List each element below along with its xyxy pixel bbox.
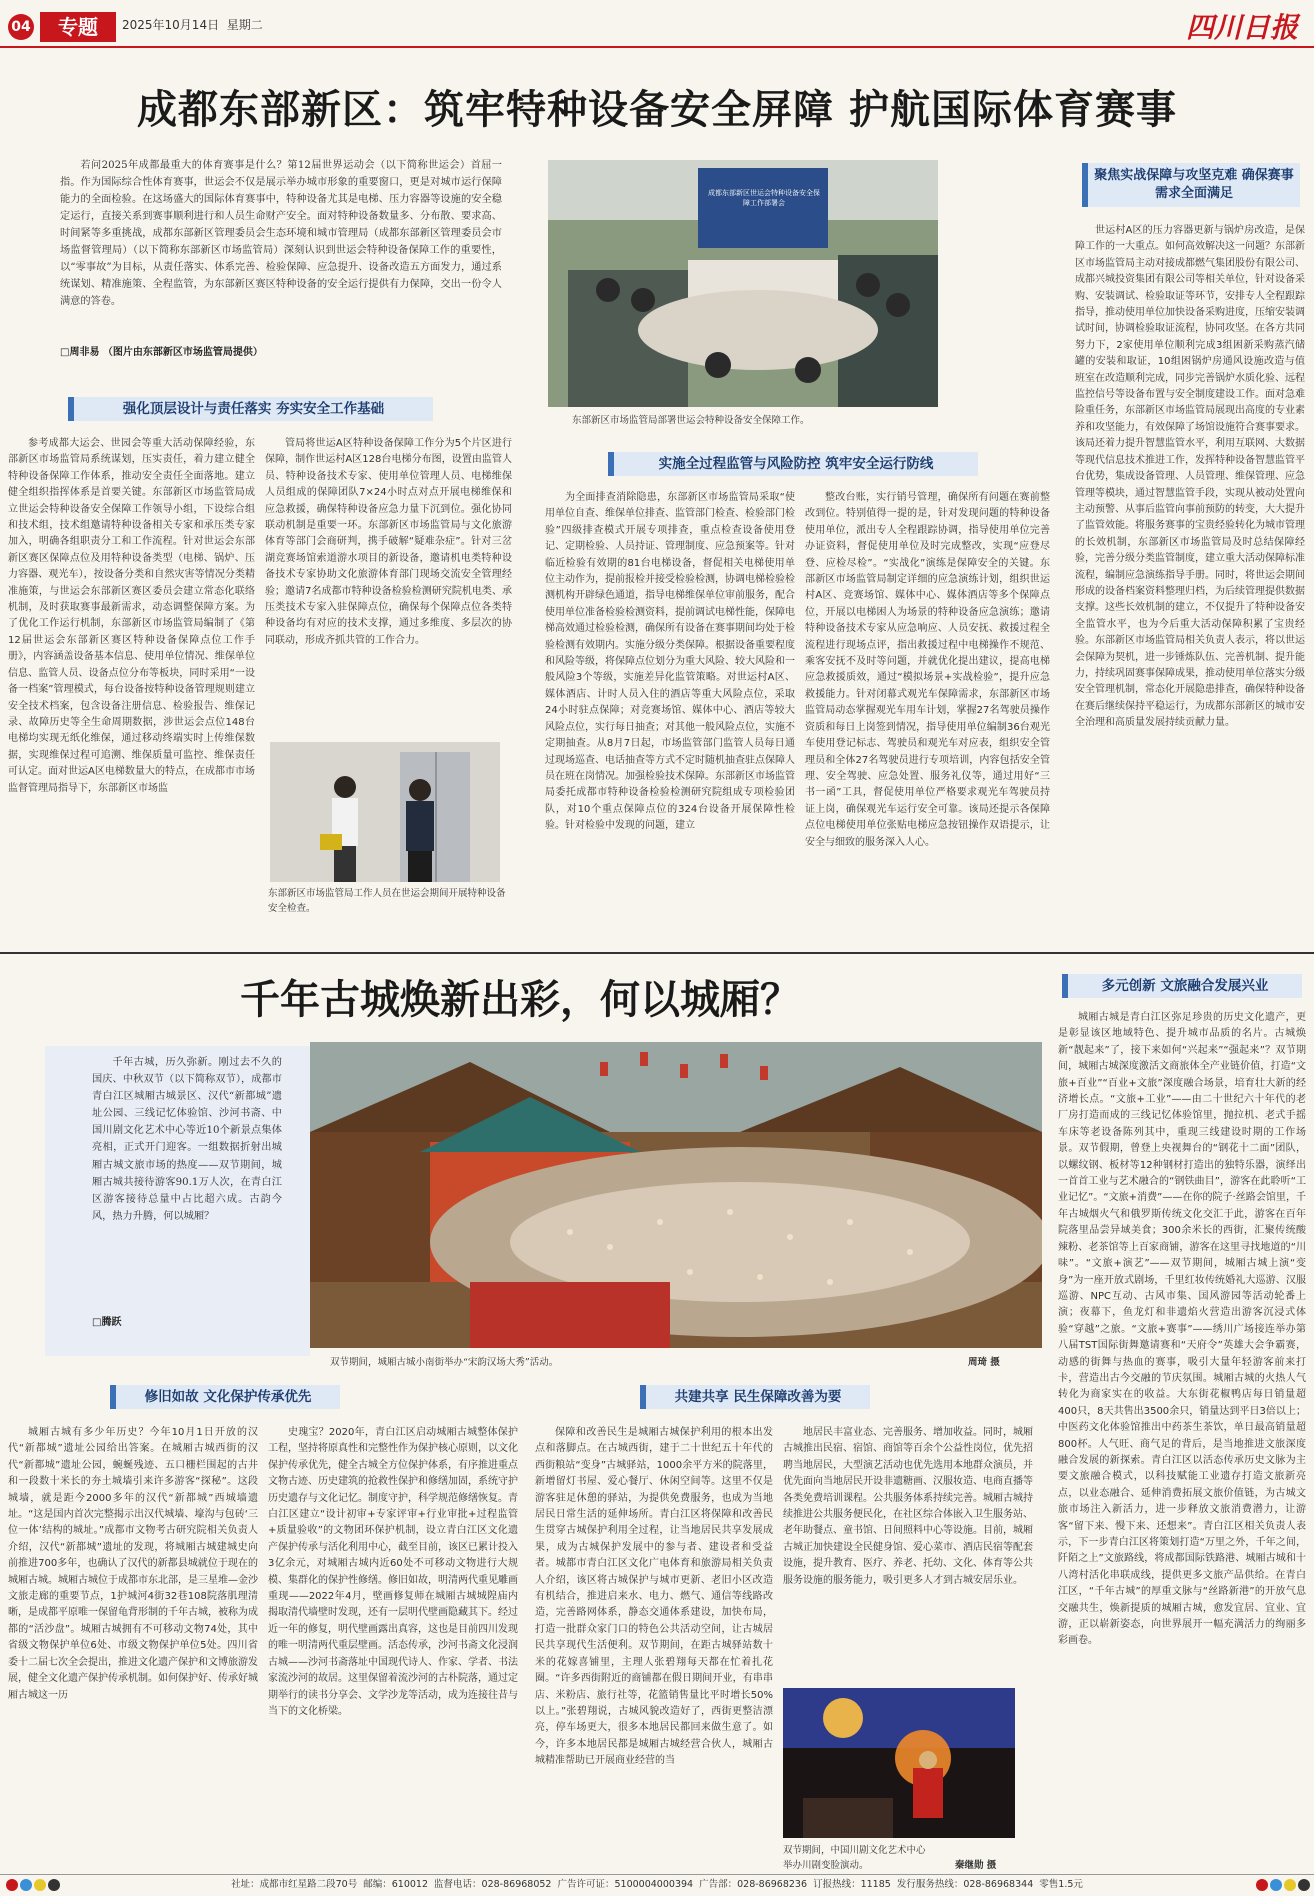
meeting-photo-caption: 东部新区市场监管局部署世运会特种设备安全保障工作。 [572,415,810,426]
newspaper-logo: 四川日报 [1185,11,1298,44]
color-dot-blue [20,1879,32,1891]
elevator-photo-caption: 东部新区市场监管局工作人员在世运会期间开展特种设备安全检查。 [268,888,506,914]
article1-subhead-1: 强化顶层设计与责任落实 夯实安全工作基础 [68,397,433,421]
section-label: 专题 [40,12,116,42]
article1-column-1: 参考成都大运会、世园会等重大活动保障经验，东部新区市场监管局系统谋划，压实责任，着力建立健全特种设备保障工作体系，推动安全责任全面落地。建立健全组织指挥体系是首要关键。东部新区市场监管局成立世运会特种设备安全保障工作领导小组，下设综合组和技术组，技术组邀请特种设备相关专家和承压类专家加入，明确各组职责分工和工作流程。针对世运会东部新区赛区保障点位及用特种设备类型（电梯、锅炉、压力容器、观光车），按设备分类和自然灾害等情况分类精准施策，与世运会东部新区赛区委员会建立常态化联络机制，及时获取赛事最新需求，动态调整保障方案。为了优化工作运行机制，东部新区市场监管局编制了《第12届世运会东部新区赛区特种设备保障点位工作手册》，内容涵盖设备基本信息、使用单位情况、维保单位信息、监管人员、设备点位分布等板块，同时采用“一设备一档案”管理模式，每台设备按特种设备管理规则建立安全技术档案，包含设备注册信息、检验报告、维保记录、故障历史等全生命周期数据，涉世运会点位148台电梯均实现无纸化维保，通过移动终端实时上传维保数据，实现维保过程可追溯、维保质量可监控、维保责任可认定。面对世运A区电梯数量大的特点，在成都市市场监督管理局指导下，东部新区市场监 [8,438,255,794]
article2-lead: 千年古城，历久弥新。刚过去不久的国庆、中秋双节（以下简称双节），成都市青白江区城厢古城景区、汉代“新都城”遗址公园、三线记忆体验馆、沙河书斋、中国川剧文化艺术中心等近10个新景点集体亮相，正式开门迎客。一组数据折射出城厢古城文旅市场的热度——双节期间，城厢古城共接待游客90.1万人次，在青白江区游客接待总量中占比超六成。古韵今风，热力升腾，何以城厢？ [92,1057,282,1222]
color-dot-blue-right [1270,1879,1282,1891]
issue-date [122,16,263,33]
article1-lead: 若问2025年成都最重大的体育赛事是什么？第12届世界运动会（以下简称世运会）首屈一指。作为国际综合性体育赛事，世运会不仅是展示举办城市形象的重要窗口，更是对城市运行保障能力的全面检验。在这场盛大的国际体育赛事中，特种设备尤其是电梯、压力容器等设施的安全稳定运行，直接关系到赛事顺利进行和人员生命财产安全。面对特种设备数量多、分布散、要求高、时间紧等多重挑战，成都东部新区管理委员会生态环境和城市管理局（成都东部新区管理委员会市场监督管理局）（以下简称东部新区市场监管局）深刻认识到世运会特种设备保障工作的重要性，以“零事故”为目标，从责任落实、体系完善、检验保障、应急提升、设备改造五方面发力，通过系统谋划、精准施策、全程监管，为东部新区赛区特种设备的安全运行提供有力保障，交出一份令人满意的答卷。 [60,160,502,307]
color-dot-red [6,1879,18,1891]
photo1-screen-text: 成都东部新区世运会特种设备安全保障工作部署会 [708,189,820,207]
footer-bar: 社址：成都市红星路二段70号 邮编：610012 监督电话：028-86968052 广告许可证：5100004000394 广告部：028-86968236 订报热线：11185 发行服务热线：028-86968344 零售1.5元 [0,1874,1314,1896]
page-number: 04 [8,14,34,40]
color-dot-red-right [1256,1879,1268,1891]
opera-photo [783,1688,1015,1838]
festival-photo-caption: 双节期间，城厢古城小南街举办“宋韵汉场大秀”活动。 [330,1357,559,1368]
article1-column-4: 整改台账，实行销号管理，确保所有问题在赛前整改到位。特别值得一提的是，针对发现问题的特种设备使用单位，派出专人全程跟踪协调，指导使用单位完善办证资料，督促使用单位及时完成整改，实现“应登尽登、应检尽检”。“实战化”演练是保障安全的关键。东部新区市场监管局制定详细的应急演练计划，组织世运村A区、竞赛场馆、媒体中心、媒体酒店等多个保障点位，开展以电梯困人为场景的特种设备应急演练；邀请特种设备技术专家从应急响应、人员安抚、救援过程全流程进行现场点评，指出救援过程中电梯操作不规范、乘客安抚不及时等问题，并就优化提出建议，提高电梯应急救援质效，通过“模拟场景+实战检验”，提升应急救援能力。针对闭幕式观光车保障需求，东部新区市场监管局动态掌握观光车用车计划，掌握27名驾驶员操作资质和每日上岗签到情况，指导使用单位编制36台观光车使用登记标志、驾驶员和观光车对应表，组织安全管理员和全体27名驾驶员进行专项培训，内容包括安全管理、安全驾驶、应急处置、服务礼仪等，通过用好“三书一函”工具，督促使用单位严格要求观光车驾驶员持证上岗，确保观光车运行安全可靠。该局还提示各保障点位电梯使用单位张贴电梯应急按钮操作双语提示，让安全与细致的服务深入人心。 [805,492,1050,848]
article1-column-3: 为全面排查消除隐患，东部新区市场监管局采取“使用单位自查、维保单位排查、监管部门检查、检验部门检验”四级排查模式开展专项排查，重点检查设备使用登记、定期检验、人员持证、管理制度、应急预案等。针对临近检验有效期的81台电梯设备，督促相关电梯使用单位主动作为，提前报检并接受检验检测，协调电梯检验检测机构开辟绿色通道，指导电梯维保单位审前服务，配合使用单位准备检验检测资料，提前调试电梯性能，保障电梯高效通过检验检测，确保所有设备在赛事期间均处于检验检测有效期内。实施分级分类保障。根据设备重要程度和风险等级，将保障点位划分为重大风险、较大风险和一般风险3个等级，实施差异化监管策略。对世运村A区、媒体酒店、计时人员入住的酒店等重大风险点位，采取24小时驻点保障；对竞赛场馆、媒体中心、酒店等较大风险点位，实行每日抽查；对其他一般风险点位，实施不定期抽查。从8月7日起，市场监管部门监管人员每日通过现场巡查、电话抽查等方式不定时随机抽查驻点保障人员在班在岗情况。加强检验技术保障。东部新区市场监管局委托成都市特种设备检验检测研究院组成专项检验团队，对10个重点保障点位的324台设备开展保障性检验。针对检验中发现的问题，建立 [545,492,795,832]
festival-photo-credit: 周琦 摄 [968,1357,1000,1368]
masthead-rule [0,46,1314,48]
article1-subhead-2: 实施全过程监管与风险防控 筑牢安全运行防线 [608,452,978,476]
color-dot-black-right [1298,1879,1310,1891]
article2-column-2: 史瑰宝？2020年，青白江区启动城厢古城整体保护工程，坚持将原真性和完整性作为保护核心原则，以文化保护传承优先，健全古城全方位保护体系，有序推进重点文物古迹、历史建筑的抢救性保护和修缮加固，系统守护历史遗存与文化记忆。制度守护，科学规范修缮恢复。青白江区建立“设计初审+专家评审+行业审批+过程监管+质量验收”的文物团环保护机制，设立青白江区文化遗产保护传承与活化利用中心，截至目前，该区已累计投入3亿余元，对城厢古城内近60处不可移动文物进行大规模、集群化的保护性修缮。修旧如故，明清两代重见雕画重现——2022年4月，壁画修复师在城厢古城城隍庙内揭取清代墙壁时发现，还有一层明代壁画隐藏其下。经过近一年的修复，明代壁画露出真容，这也是目前四川发现的唯一明清两代重层壁画。活态传承，沙河书斋文化浸润古城——沙河书斋落址中国现代诗人、作家、学者、书法家流沙河的故居。这里保留着流沙河的古朴院落，通过定期举行的读书分享会、文学沙龙等活动，成为连接往昔与当下的文化桥梁。 [268,1427,518,1717]
opera-photo-caption: 双节期间，中国川剧文化艺术中心举办川剧变脸演动。 [783,1845,926,1871]
article1-byline: □周非易 （图片由东部新区市场监管局提供） [60,347,263,358]
festival-photo [310,1042,1042,1348]
color-dot-black [48,1879,60,1891]
article2-subhead-3: 共建共享 民生保障改善为要 [640,1385,870,1409]
article2-byline: □腾跃 [92,1317,122,1328]
elevator-check-photo [270,742,500,882]
article1-subhead-3: 聚焦实战保障与攻坚克难 确保赛事需求全面满足 [1082,163,1300,207]
article2-column-4: 地居民丰富业态、完善服务、增加收益。同时，城厢古城推出民宿、宿馆、商馆等百余个公益性岗位，优先招聘当地居民，大型演艺活动也优先选用本地群众演员，并优先面向当地居民开设非遗糖画、汉服妆造、电商直播等各类免费培训课程。公共服务体系持续完善。城厢古城持续推进公共服务便民化，在社区综合体嵌入卫生服务站、老年助餐点、童书馆、日间照料中心等设施。目前，城厢古城正加快建设全民健身馆、爱心菜市、酒店民宿等配套设施，提升教育、医疗、养老、托幼、文化、体育等公共服务设施的服务能力，吸引更多人才到古城安居乐业。 [783,1427,1033,1586]
article2-subhead-1: 多元创新 文旅融合发展兴业 [1062,974,1302,998]
article2-column-1: 城厢古城有多少年历史？今年10月1日开放的汉代“新都城”遗址公园给出答案。在城厢古城西街的汉代“新都城”遗址公园，蜿蜒残迹、五口栅栏围起的古井和一段数十米长的夯土城墙引来许多游客“探秘”。这段城墙，就是距今2000多年的汉代“新都城”西城墙遗址。“这是国内首次完整揭示出汉代城墙、壕沟与包砖‘三位一体’结构的城址。”成都市文物考古研究院相关负责人介绍，汉代“新都城”遗址的发现，将城厢古城建城史向前推进700多年，也确认了汉代的新都县城就位于现在的城厢古城。城厢古城位于成都市东北部，是三星堆—金沙文旅走廊的重要节点，1护城河4街32巷108院落肌理清晰，是成都平原唯一保留龟背形制的千年古城，被称为成都的“活沙盘”。城厢古城拥有不可移动文物74处，其中省级文物保护单位6处、市级文物保护单位5处。四川省委十二届七次全会提出，推进文化遗产保护和文博旅游发展，健全文化遗产保护传承机制。如何保护好、传承好城厢古城这一历 [8,1427,258,1701]
article2-column-3: 保障和改善民生是城厢古城保护利用的根本出发点和落脚点。在古城西街，建于二十世纪五十年代的西街粮站“变身”古城驿站，1000余平方米的院落里，新增留灯书屋、爱心餐厅、休闲空间等。这里不仅是游客驻足休憩的驿站，为提供免费服务，也成为当地居民日常生活的延伸场所。青白江区将保障和改善民生贯穿古城保护利用全过程，让当地居民共享发展成果，成为古城保护发展中的参与者、建设者和受益者。城都市青白江区文化广电体育和旅游局相关负责人介绍，该区将古城保护与城市更新、老旧小区改造有机结合，推进启来水、电力、燃气、通信等线路改造，完善路网体系，静态交通体系建设，加快布局，打造一批群众家门口的特色公共活动空间，让古城居民共享现代生活便利。双节期间，在距古城驿站数十米的花嫁喜铺里，主理人张碧翔每天都在忙着扎花圈。“许多西街附近的商铺都在假日期间开业，有串串店、米粉店、旅行社等，花篮销售量比平时增长50%以上。”张碧翔说，古城风貌改造好了，西街更整洁漂亮，停车场更大，很多本地居民都回来做生意了。如今，许多本地居民都是城厢古城经营合伙人，城厢古城精准帮助已开展商业经营的当 [535,1427,773,1767]
article2-right-column: 城厢古城是青白江区弥足珍贵的历史文化遗产，更是彰显该区地域特色、提升城市品质的名片。古城焕新“靓起来”了，接下来如何“兴起来”“强起来”？双节期间，城厢古城深度激活文商旅体全产业链价值，打造“文旅+百业”“百业+文旅”深度融合场景，培育壮大新的经济增长点。“文旅+工业”——由二十世纪六十年代的老厂房打造而成的三线记忆体验馆里，抛拉机、老式手摇车床等老设备陈列其中，重现三线建设时期的工作场景。双节假期，曾登上央视舞台的“钢花十二面”团队，以螺纹钢、板材等12种钢材打造出的独特乐器，演绎出一首首工业与艺术融合的“钢铁曲目”，游客在此聆听“工业记忆”。“文旅+消费”——在你的院子·丝路会馆里，千年古城烟火气和俄罗斯传统文化交汇于此，游客在百年院落里品尝异域美食；300余米长的西街，汇聚传统酸辣粉、老茶馆等上百家商铺，游客在这里寻找地道的“川味”。“文旅+演艺”——双节期间，城厢古城上演“变身”为一座开放式剧场，千里红妆传统婚礼大巡游、汉服巡游、NPC互动、古风市集、国风游园等活动轮番上演；夜幕下，鱼龙灯和非遗焰火营造出游客沉浸式体验“穿越”之旅。“文旅+赛事”——绣川广场接连举办第八届TST国际街舞邀请赛和“天府令”英雄大会争霸赛，动感的街舞与热血的赛事，吸引大量年轻游客前来打卡，营造出古今交融的节庆氛围。城厢古城的火热人气转化为商家实在的收益。大东街花椒鸭店每日销量超400只，8天共售出3500余只，销量达到平日3倍以上；中医药文化体验馆推出中药茶生茶饮，单日最高销量超800杯。人气旺、商气足的背后，是当地推进文旅深度融合发展的新探索。青白江区以活态传承历史文脉为主要文旅融合模式，以科技赋能工业遗存打造文旅新亮点，以业态融合、延伸消费拓展文旅价值链，为古城文旅市场注入新活力，进一步释放文旅消费潜力，让游客“留下来、慢下来、还想来”。青白江区相关负责人表示，下一步青白江区将策划打造“万里之外，千年之间，阡陌之上”文旅路线，将成都国际铁路港、城厢古城和十八湾村活化串联成线，提供更多文旅产品供给。在青白江区，“千年古城”的厚重文脉与“丝路新港”的开放气息交融共生，焕新提质的城厢古城，愈发宜居、宜业、宜游，正以崭新姿态，向世界展开一幅充满活力的绚丽多彩画卷。 [1058,1012,1306,1647]
section-divider [0,952,1314,954]
color-dot-yellow [34,1879,46,1891]
article1-title: 成都东部新区：筑牢特种设备安全屏障 护航国际体育赛事 [137,87,1177,133]
article1-column-5: 世运村A区的压力容器更新与锅炉房改造，是保障工作的一大重点。如何高效解决这一问题？东部新区市场监管局主动对接成都燃气集团股份有限公司、成都兴城投资集团有限公司等相关单位，针对设备采购、安装调试、检验取证等环节，安排专人全程跟踪指导，推动使用单位加快设备采购进度，压缩安装调试时间，协调检验取证流程，协同攻坚。在各方共同努力下，2家使用单位顺利完成3组困新采购蒸汽储罐的安装和取证，10组困锅炉房通风设施改造与值班室在改造顺利完成，同步完善锅炉水质化验、远程监控信号等设备布置与安全制度建设工作。面对急难险重任务，东部新区市场监管局展现出高度的专业素养和攻坚能力，有效保障了场馆设施符合赛事要求。该局还着力提升智慧监管水平，利用互联网、大数据等现代信息技术推进工作，发挥特种设备智慧监管平台优势，集成设备管理、人员管理、维保管理、应急管理等模块，通过智慧监管手段，实现从被动处置向主动预警、从事后监管向事前预防的转变，大大提升了监管效能。将服务赛事的宝贵经验转化为城市管理的长效机制，东部新区市场监管局及时总结保障经验，完善分级分类监管制度，建立重大活动保障标准流程，编制应急演练指导手册。同时，将世运会期间形成的设备档案资料整理归档，为后续管理提供数据支撑。这些长效机制的建立，不仅提升了特种设备安全监管水平，也为今后重大活动保障积累了宝贵经验。东部新区市场监管局相关负责人表示，将以世运会保障为契机，进一步锤炼队伍、完善机制、提升能力，持续巩固赛事保障成果，推动使用单位落实分级安全管理机制，常态化开展隐患排查，确保特种设备在赛后继续保持平稳运行，为成都东部新区的城市安全治理和高质量发展持续贡献力量。 [1075,225,1305,729]
date-text: 2025年10月14日 [122,18,220,32]
article1-column-2: 管局将世运A区特种设备保障工作分为5个片区进行保障，制作世运村A区128台电梯分布图，设置由监管人员、特种设备技术专家、使用单位管理人员、电梯维保人员组成的保障团队7×24小时点对点开展电梯维保和应急救援，确保特种设备应急力量下沉到位。强化协同联动机制是重要一环。东部新区市场监管局与文化旅游体育等部门会商研判，携手破解“疑难杂症”。针对三岔湖竞赛场馆索道游水项目的新设备，邀请机电类特种设备技术专家协助文化旅游体育部门现场交流安全管理经验；邀请7名成都市特种设备检验检测研究院机电类、承压类技术专家入驻保障点位，确保每个保障点位各类特种设备均有对应的技术支撑，通过多维度、多层次的协同联动，形成齐抓共管的工作合力。 [265,438,512,646]
color-dot-yellow-right [1284,1879,1296,1891]
weekday-text: 星期二 [226,18,263,32]
article2-subhead-2: 修旧如故 文化保护传承优先 [110,1385,340,1409]
article2-title: 千年古城焕新出彩，何以城厢？ [240,977,800,1023]
meeting-photo [548,160,938,407]
opera-photo-credit: 秦继勋 摄 [955,1860,997,1871]
